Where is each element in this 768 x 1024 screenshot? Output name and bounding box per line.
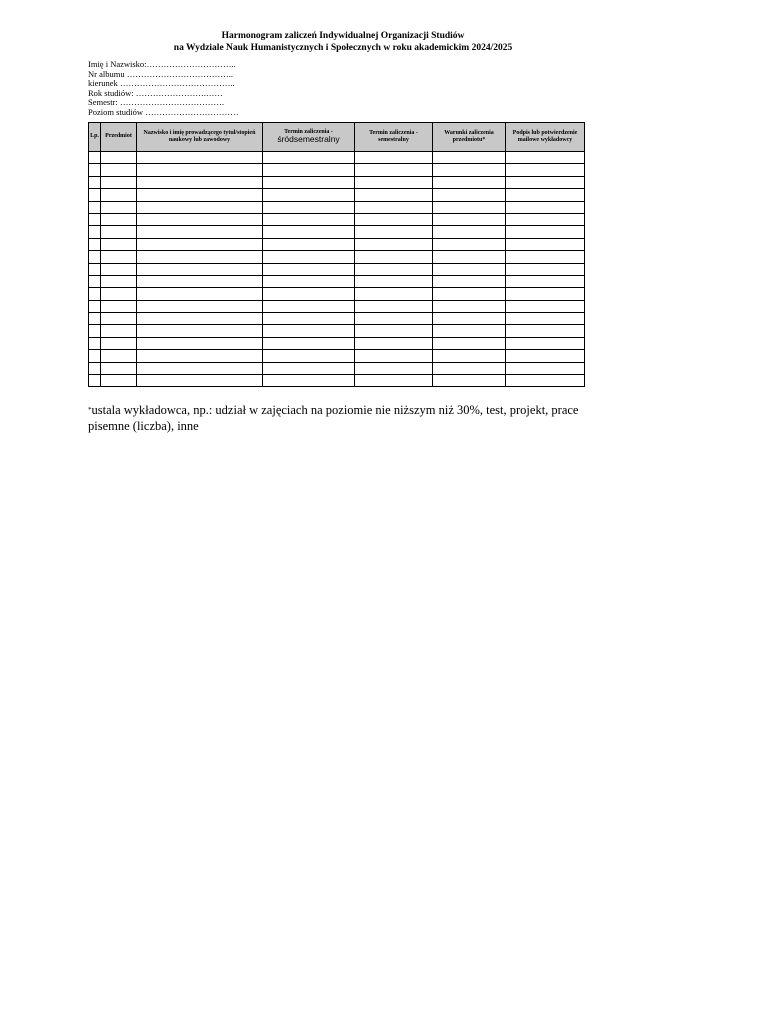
cell-teacher[interactable]: [137, 350, 263, 362]
cell-subject[interactable]: [101, 313, 137, 325]
cell-subject[interactable]: [101, 325, 137, 337]
cell-subject[interactable]: [101, 375, 137, 387]
cell-lp[interactable]: [89, 325, 101, 337]
cell-signature[interactable]: [506, 325, 585, 337]
cell-subject[interactable]: [101, 238, 137, 250]
cell-semester[interactable]: [355, 164, 433, 176]
cell-lp[interactable]: [89, 189, 101, 201]
cell-signature[interactable]: [506, 189, 585, 201]
cell-semester[interactable]: [355, 350, 433, 362]
cell-signature[interactable]: [506, 275, 585, 287]
cell-signature[interactable]: [506, 300, 585, 312]
cell-midterm[interactable]: [263, 300, 355, 312]
student-info-fields: [88, 60, 239, 117]
header-midterm: [263, 123, 355, 152]
cell-semester[interactable]: [355, 251, 433, 263]
cell-lp[interactable]: [89, 152, 101, 164]
cell-subject[interactable]: [101, 275, 137, 287]
cell-teacher[interactable]: [137, 201, 263, 213]
header-lp: Lp.: [89, 123, 101, 152]
cell-teacher[interactable]: [137, 313, 263, 325]
cell-midterm[interactable]: [263, 288, 355, 300]
cell-signature[interactable]: [506, 226, 585, 238]
cell-conditions[interactable]: [433, 152, 506, 164]
table-row: [89, 176, 585, 188]
field-name[interactable]: Imię i Nazwisko:…………………………..: [88, 59, 236, 69]
cell-semester[interactable]: [355, 288, 433, 300]
cell-semester[interactable]: [355, 325, 433, 337]
cell-subject[interactable]: [101, 226, 137, 238]
cell-teacher[interactable]: [137, 189, 263, 201]
cell-lp[interactable]: [89, 226, 101, 238]
cell-subject[interactable]: [101, 189, 137, 201]
cell-conditions[interactable]: [433, 337, 506, 349]
cell-conditions[interactable]: [433, 275, 506, 287]
field-album-number[interactable]: Nr albumu ………………………………..: [88, 68, 233, 79]
cell-conditions[interactable]: [433, 313, 506, 325]
title-line-2: na Wydziale Nauk Humanistycznych i Społecznych w roku akademickim 2024/2025: [173, 43, 513, 53]
cell-semester[interactable]: [355, 201, 433, 213]
cell-midterm[interactable]: [263, 275, 355, 287]
field-major[interactable]: kierunek …………………………………..: [88, 78, 235, 88]
cell-signature[interactable]: [506, 164, 585, 176]
cell-teacher[interactable]: [137, 213, 263, 225]
table-row: [89, 275, 585, 287]
cell-signature[interactable]: [506, 176, 585, 188]
cell-midterm[interactable]: [263, 350, 355, 362]
cell-teacher[interactable]: [137, 275, 263, 287]
cell-teacher[interactable]: [137, 288, 263, 300]
cell-teacher[interactable]: [137, 164, 263, 176]
table-row: [89, 362, 585, 374]
cell-midterm[interactable]: [263, 238, 355, 250]
cell-semester[interactable]: [355, 263, 433, 275]
cell-signature[interactable]: [506, 238, 585, 250]
table-row: [89, 263, 585, 275]
footnote-text: ustala wykładowca, np.: udział w zajęciach na poziomie nie niższym niż 30%, test, projekt, prace pisemne (liczba), inne: [88, 403, 579, 433]
cell-conditions[interactable]: [433, 251, 506, 263]
title-line-1: Harmonogram zaliczeń Indywidualnej Organizacji Studiów: [221, 31, 465, 41]
cell-midterm[interactable]: [263, 325, 355, 337]
cell-conditions[interactable]: [433, 213, 506, 225]
cell-midterm[interactable]: [263, 263, 355, 275]
cell-signature[interactable]: [506, 263, 585, 275]
table-row: [89, 313, 585, 325]
cell-lp[interactable]: [89, 362, 101, 374]
cell-midterm[interactable]: [263, 176, 355, 188]
table-row: [89, 201, 585, 213]
table-row: [89, 288, 585, 300]
cell-teacher[interactable]: [137, 375, 263, 387]
cell-lp[interactable]: [89, 213, 101, 225]
cell-subject[interactable]: [101, 251, 137, 263]
cell-subject[interactable]: [101, 152, 137, 164]
table-row: [89, 300, 585, 312]
cell-lp[interactable]: [89, 375, 101, 387]
cell-lp[interactable]: [89, 238, 101, 250]
table-row: [89, 164, 585, 176]
header-midterm-suffix: śródsemestralny: [277, 134, 340, 144]
header-conditions: Warunki zaliczenia przedmiotu*: [433, 123, 506, 152]
schedule-table: [88, 122, 585, 387]
footnote: [88, 403, 588, 434]
cell-lp[interactable]: [89, 313, 101, 325]
table-row: [89, 251, 585, 263]
document-title: [0, 30, 686, 54]
cell-signature[interactable]: [506, 251, 585, 263]
cell-midterm[interactable]: [263, 152, 355, 164]
cell-conditions[interactable]: [433, 189, 506, 201]
cell-signature[interactable]: [506, 313, 585, 325]
cell-conditions[interactable]: [433, 325, 506, 337]
cell-teacher[interactable]: [137, 176, 263, 188]
cell-conditions[interactable]: [433, 263, 506, 275]
cell-teacher[interactable]: [137, 325, 263, 337]
header-signature: Podpis lub potwierdzenie mailowe wykładowcy: [506, 123, 585, 152]
cell-conditions[interactable]: [433, 288, 506, 300]
cell-semester[interactable]: [355, 337, 433, 349]
cell-semester[interactable]: [355, 375, 433, 387]
cell-signature[interactable]: [506, 152, 585, 164]
cell-conditions[interactable]: [433, 300, 506, 312]
table-row: [89, 350, 585, 362]
cell-conditions[interactable]: [433, 164, 506, 176]
cell-conditions[interactable]: [433, 375, 506, 387]
cell-teacher[interactable]: [137, 263, 263, 275]
cell-midterm[interactable]: [263, 337, 355, 349]
cell-teacher[interactable]: [137, 226, 263, 238]
cell-signature[interactable]: [506, 362, 585, 374]
cell-signature[interactable]: [506, 288, 585, 300]
cell-lp[interactable]: [89, 164, 101, 176]
cell-lp[interactable]: [89, 251, 101, 263]
cell-lp[interactable]: [89, 263, 101, 275]
cell-semester[interactable]: [355, 238, 433, 250]
cell-lp[interactable]: [89, 176, 101, 188]
cell-semester[interactable]: [355, 176, 433, 188]
cell-teacher[interactable]: [137, 251, 263, 263]
table-row: [89, 375, 585, 387]
cell-semester[interactable]: [355, 152, 433, 164]
table-row: [89, 337, 585, 349]
cell-lp[interactable]: [89, 350, 101, 362]
header-midterm-prefix: Termin zaliczenia -: [284, 128, 333, 135]
cell-conditions[interactable]: [433, 350, 506, 362]
cell-lp[interactable]: [89, 201, 101, 213]
table-row: [89, 325, 585, 337]
cell-subject[interactable]: [101, 176, 137, 188]
cell-midterm[interactable]: [263, 251, 355, 263]
cell-signature[interactable]: [506, 201, 585, 213]
cell-signature[interactable]: [506, 213, 585, 225]
cell-subject[interactable]: [101, 263, 137, 275]
cell-subject[interactable]: [101, 337, 137, 349]
cell-subject[interactable]: [101, 350, 137, 362]
cell-semester[interactable]: [355, 300, 433, 312]
cell-semester[interactable]: [355, 362, 433, 374]
cell-semester[interactable]: [355, 275, 433, 287]
table-row: [89, 189, 585, 201]
table-header-row: [89, 123, 585, 152]
table-row: [89, 226, 585, 238]
cell-midterm[interactable]: [263, 213, 355, 225]
cell-signature[interactable]: [506, 375, 585, 387]
cell-subject[interactable]: [101, 201, 137, 213]
cell-subject[interactable]: [101, 288, 137, 300]
header-subject: Przedmiot: [101, 123, 137, 152]
cell-subject[interactable]: [101, 300, 137, 312]
cell-semester[interactable]: [355, 189, 433, 201]
cell-teacher[interactable]: [137, 362, 263, 374]
cell-lp[interactable]: [89, 337, 101, 349]
table-row: [89, 152, 585, 164]
cell-conditions[interactable]: [433, 201, 506, 213]
cell-conditions[interactable]: [433, 238, 506, 250]
cell-midterm[interactable]: [263, 362, 355, 374]
cell-midterm[interactable]: [263, 375, 355, 387]
cell-lp[interactable]: [89, 300, 101, 312]
cell-midterm[interactable]: [263, 201, 355, 213]
cell-midterm[interactable]: [263, 226, 355, 238]
cell-subject[interactable]: [101, 213, 137, 225]
cell-subject[interactable]: [101, 362, 137, 374]
cell-semester[interactable]: [355, 226, 433, 238]
cell-subject[interactable]: [101, 164, 137, 176]
cell-midterm[interactable]: [263, 189, 355, 201]
table-row: [89, 238, 585, 250]
cell-signature[interactable]: [506, 350, 585, 362]
table-row: [89, 213, 585, 225]
cell-midterm[interactable]: [263, 313, 355, 325]
cell-midterm[interactable]: [263, 164, 355, 176]
field-semester[interactable]: Semestr: ……………………………….: [88, 97, 224, 107]
header-semester: Termin zaliczenia - semestralny: [355, 123, 433, 152]
cell-conditions[interactable]: [433, 176, 506, 188]
cell-teacher[interactable]: [137, 300, 263, 312]
cell-lp[interactable]: [89, 288, 101, 300]
footnote-asterisk: *: [88, 406, 92, 414]
cell-semester[interactable]: [355, 313, 433, 325]
cell-teacher[interactable]: [137, 337, 263, 349]
cell-teacher[interactable]: [137, 152, 263, 164]
cell-teacher[interactable]: [137, 238, 263, 250]
cell-conditions[interactable]: [433, 226, 506, 238]
header-teacher: Nazwisko i imię prowadzącego tytuł/stopień naukowy lub zawodowy: [137, 123, 263, 152]
field-study-level[interactable]: Poziom studiów ……………………………: [88, 106, 239, 117]
field-year-of-study[interactable]: Rok studiów: …………………….……: [88, 87, 223, 98]
cell-signature[interactable]: [506, 337, 585, 349]
table-body: [89, 152, 585, 387]
cell-semester[interactable]: [355, 213, 433, 225]
cell-lp[interactable]: [89, 275, 101, 287]
cell-conditions[interactable]: [433, 362, 506, 374]
